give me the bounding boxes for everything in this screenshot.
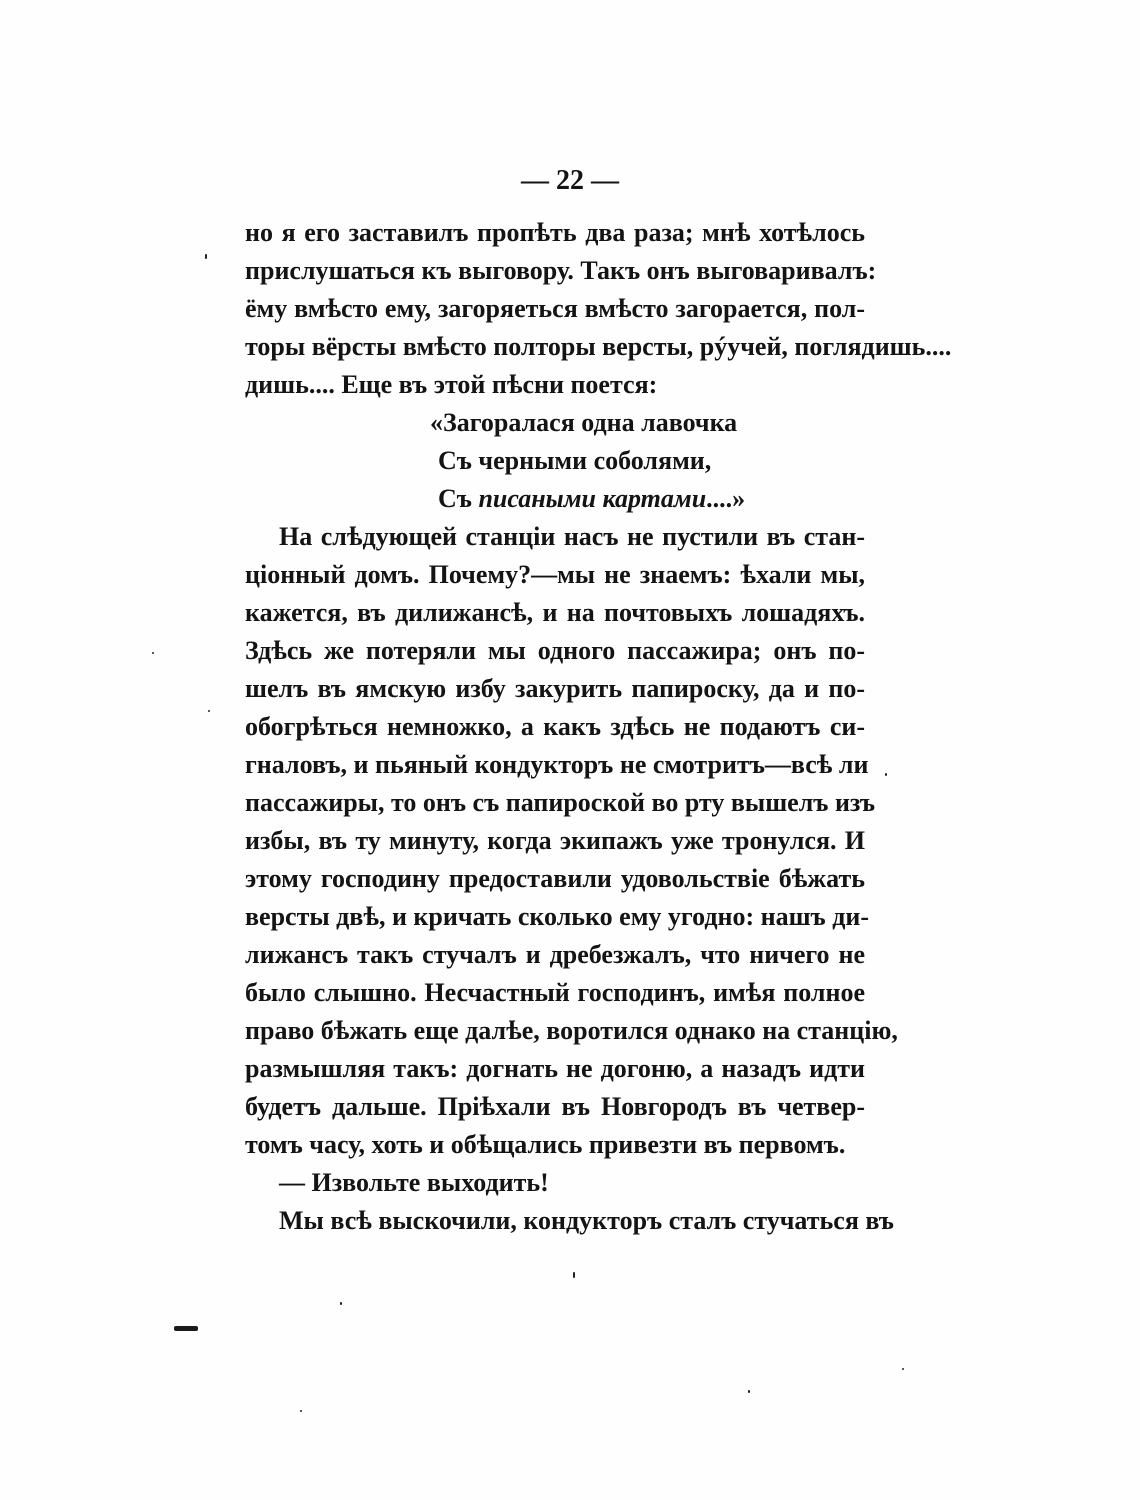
text-block	[245, 214, 952, 1240]
text-line: дишь.... Еще въ этой пѣсни поется:	[245, 370, 658, 399]
text-line: лижансъ такъ стучалъ и дребезжалъ, что ничего не	[245, 940, 865, 969]
text-line: пассажиры, то онъ съ папироской во рту вышелъ изъ	[245, 788, 876, 817]
text-line: было слышно. Несчастный господинъ, имѣя полное	[245, 978, 865, 1007]
text-line: гналовъ, и пьяный кондукторъ не смотритъ—всѣ ли	[245, 750, 869, 779]
verse-line: «Загоралася одна лавочка	[430, 408, 738, 437]
scan-speck	[573, 1272, 575, 1278]
scan-speck	[340, 1302, 342, 1305]
text-line: ціонный домъ. Почему?—мы не знаемъ: ѣхали мы,	[245, 560, 865, 589]
scan-speck	[748, 1390, 750, 1393]
dialogue-line: — Извольте выходить!	[279, 1168, 549, 1197]
text-line: ёму вмѣсто ему, загоряеться вмѣсто загорается, пол-	[245, 294, 865, 323]
text-line: версты двѣ, и кричать сколько ему угодно: нашъ ди-	[245, 902, 869, 931]
scan-speck	[885, 773, 887, 776]
text-line: кажется, въ дилижансѣ, и на почтовыхъ лошадяхъ.	[245, 598, 865, 627]
scan-speck	[208, 710, 210, 712]
paragraph-first-line: На слѣдующей станціи насъ не пустили въ стан-	[279, 522, 865, 551]
edge-mark	[174, 1326, 198, 1331]
text-line: право бѣжать еще далѣе, воротился однако на станцію,	[245, 1016, 898, 1045]
scan-speck	[300, 1410, 302, 1412]
verse-line: Съ черными соболями,	[438, 446, 712, 475]
text-line: томъ часу, хоть и обѣщались привезти въ первомъ.	[245, 1130, 846, 1159]
italic-phrase: писаными картами	[478, 484, 707, 513]
text-line: прислушаться къ выговору. Такъ онъ выговаривалъ:	[245, 256, 877, 285]
text-line: размышляя такъ: догнать не догоню, а назадъ идти	[245, 1054, 865, 1083]
text-line: Здѣсь же потеряли мы одного пассажира; онъ по-	[245, 636, 865, 665]
text-line: обогрѣться немножко, а какъ здѣсь не подаютъ си-	[245, 712, 865, 741]
page-number: — 22 —	[521, 165, 619, 196]
text-line: избы, въ ту минуту, когда экипажъ уже тронулся. И	[245, 826, 865, 855]
paragraph-first-line: Мы всѣ выскочили, кондукторъ сталъ стучаться въ	[279, 1206, 894, 1235]
text-line: но я его заставилъ пропѣть два раза; мнѣ хотѣлось	[245, 218, 865, 247]
scan-speck	[205, 254, 207, 259]
text-line: будетъ дальше. Пріѣхали въ Новгородъ въ четвер-	[245, 1092, 865, 1121]
text-line: этому господину предоставили удовольствіе бѣжать	[245, 864, 865, 893]
verse-line-italic: Съ писаными картами....»	[438, 484, 746, 513]
scan-speck	[152, 652, 154, 654]
scan-speck	[902, 1368, 904, 1370]
text-line: шелъ въ ямскую избу закурить папироску, да и по-	[245, 674, 865, 703]
text-line: торы вёрсты вмѣсто полторы версты, рýучей, поглядишь....	[245, 332, 952, 361]
